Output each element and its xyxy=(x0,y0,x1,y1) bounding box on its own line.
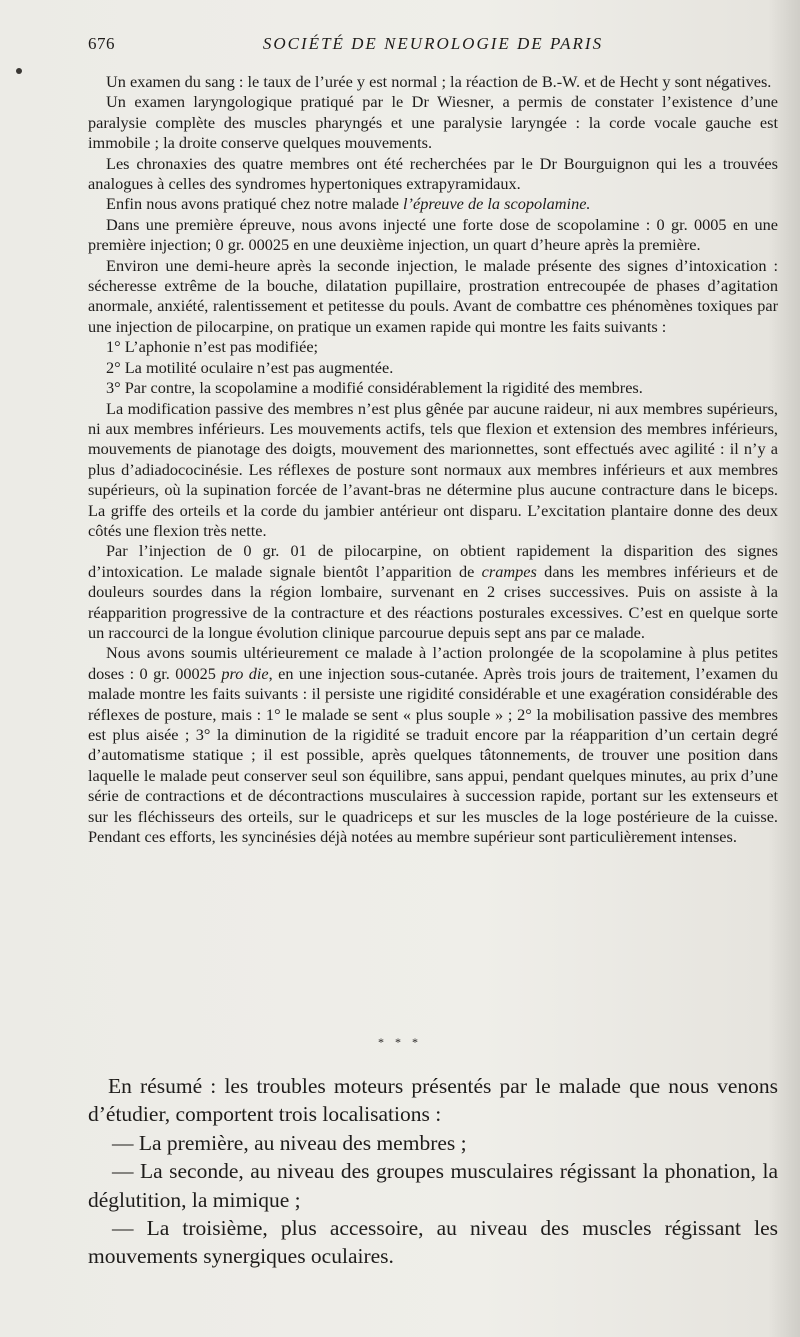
italic-word: crampes xyxy=(481,561,537,581)
italic-word: pro die xyxy=(221,663,269,683)
paragraph-scopolamine-test xyxy=(88,194,778,214)
paragraph-text: dans les membres inférieurs et de douleurs sourdes dans la région lombaire, survenant en 2 crises successives. Puis on assiste à la réapparition progressive de la contracture et des réactions posturales excessives. C’est en quelque sorte un raccourci de la longue évolution clinique parcourue depuis sept ans par ce malade. xyxy=(88,561,779,642)
paragraph-text: Par l’injection de 0 gr. 01 de pilocarpine, on obtient rapidement la disparition des signes d’intoxication. Le malade signale bientôt l’apparition de xyxy=(88,541,778,581)
summary-item-first: — La première, au niveau des membres ; xyxy=(112,1130,467,1155)
paragraph-text: , en une injection sous-cutanée. Après trois jours de traitement, l’examen du malade montre les faits suivants : il persiste une rigidité considérable et une exagération considérable des réflexes de posture, mais : 1° le malade se sent « plus souple » ; 2° la mobilisation passive des membres est plus aisée ; 3° la diminution de la rigidité se traduit encore par la réapparition d’un certain degré d’automatisme statique ; il est possible, après quelques tâtonnements, de trouver une position dans laquelle le malade peut conserver seul son équilibre, sans appui, pendant quelques minutes, au prix d’une série de contractions et de décontractions musculaires à succession rapide, portant sur les extenseurs et sur les fléchisseurs des orteils, sur le quadriceps et sur les muscles de la loge postérieure de la cuisse. Pendant ces efforts, les syncinésies déjà notées au membre supérieur sont particulièrement intenses. xyxy=(88,663,778,847)
paragraph-prolonged-treatment xyxy=(88,643,778,847)
list-item-ocular-motility: 2° La motilité oculaire n’est pas augmentée. xyxy=(106,357,394,377)
italic-phrase: l’épreuve de la scopolamine. xyxy=(403,194,591,214)
paragraph-intoxication: Environ une demi-heure après la seconde injection, le malade présente des signes d’intoxication : sécheresse extrême de la bouche, dilatation pupillaire, prostration entrecoupée de phases d’agitation anormale, anxiété, ralentissement et petitesse du pouls. Avant de combattre ces phénomènes toxiques par une injection de pilocarpine, on pratique un examen rapide qui montre les faits suivants : xyxy=(88,255,778,336)
paragraph-text: Enfin nous avons pratiqué chez notre malade xyxy=(106,194,404,214)
article-body xyxy=(88,72,778,847)
paragraph-passive-modification: La modification passive des membres n’est plus gênée par aucune raideur, ni aux membres supérieurs, ni aux membres inférieurs. Les mouvements actifs, tels que flexion et extension des membres inférieurs, mouvements de pianotage des doigts, mouvement des marionnettes, sont effectués avec agilité : il n’y a plus d’adiadococinésie. Les réflexes de posture sont normaux aux membres inférieurs et aux membres supérieurs, où la supination forcée de l’avant-bras ne détermine plus aucune contracture dans le biceps. La griffe des orteils et la corde du jambier antérieur ont disparu. L’excitation plantaire donne des deux côtés une flexion très nette. xyxy=(88,398,778,540)
margin-dot xyxy=(16,68,22,74)
paragraph-first-trial: Dans une première épreuve, nous avons injecté une forte dose de scopolamine : 0 gr. 0005 en une première injection; 0 gr. 00025 en une deuxième injection, un quart d’heure après la première. xyxy=(88,214,778,255)
paragraph-blood-exam: Un examen du sang : le taux de l’urée y est normal ; la réaction de B.-W. et de Hecht y sont négatives. xyxy=(106,72,772,91)
page-number: 676 xyxy=(88,34,115,53)
paragraph-laryngology: Un examen laryngologique pratiqué par le Dr Wiesner, a permis de constater l’existence d’une paralysie complète des muscles pharyngés et une paralysie laryngée : la corde vocale gauche est immobile ; la droite conserve quelques mouvements. xyxy=(88,92,778,153)
summary-intro: En résumé : les troubles moteurs présentés par le malade que nous venons d’étudier, comportent trois localisations : xyxy=(88,1074,778,1127)
summary-item-third: — La troisième, plus accessoire, au niveau des muscles régissant les mouvements synergiques oculaires. xyxy=(88,1216,778,1269)
section-separator: * * * xyxy=(378,1035,422,1049)
list-item-rigidity: 3° Par contre, la scopolamine a modifié considérablement la rigidité des membres. xyxy=(106,378,643,398)
summary-section xyxy=(88,1072,778,1271)
running-title: SOCIÉTÉ DE NEUROLOGIE DE PARIS xyxy=(262,34,604,53)
list-item-aphonia: 1° L’aphonie n’est pas modifiée; xyxy=(106,337,319,357)
summary-item-second: — La seconde, au niveau des groupes musculaires régissant la phonation, la déglutition, la mimique ; xyxy=(88,1159,778,1212)
paragraph-text: Nous avons soumis ultérieurement ce malade à l’action prolongée de la scopolamine à plus petites doses : 0 gr. 00025 xyxy=(88,643,778,683)
paragraph-pilocarpine xyxy=(88,541,778,643)
paragraph-chronaxies: Les chronaxies des quatre membres ont été recherchées par le Dr Bourguignon qui les a trouvées analogues à celles des syndromes hypertoniques extrapyramidaux. xyxy=(88,153,778,194)
page-header xyxy=(88,34,778,58)
